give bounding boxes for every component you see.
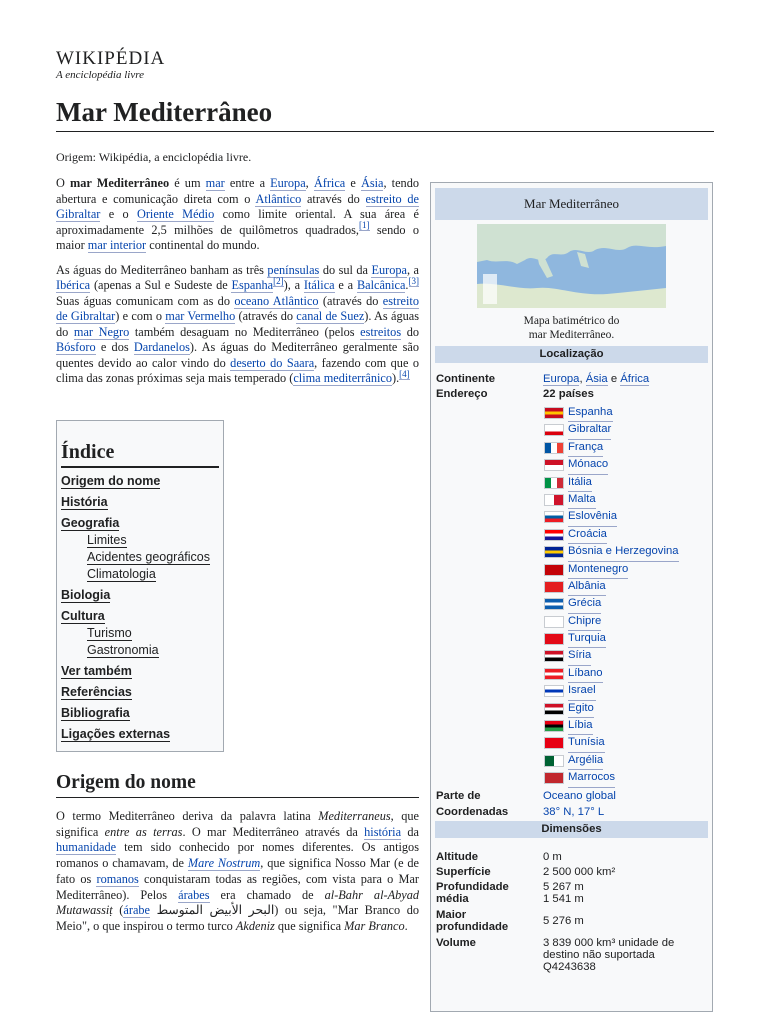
bathymetric-map-image[interactable]: [477, 224, 666, 308]
toc-item[interactable]: [61, 515, 219, 531]
link-deserto-saara[interactable]: deserto do Saara: [230, 355, 315, 370]
country-row: [431, 734, 712, 751]
link-clima-mediterranico[interactable]: clima mediterrânico: [293, 371, 392, 385]
flag-icon: [544, 494, 564, 506]
link-arabes[interactable]: árabes: [178, 887, 210, 902]
endereco-label: Endereço: [436, 388, 488, 400]
link-italica[interactable]: Itálica: [303, 278, 335, 292]
country-row: [431, 717, 712, 734]
country-link[interactable]: Israel: [568, 682, 596, 700]
continente-label: Continente: [436, 373, 495, 385]
continente-row: [431, 372, 712, 386]
link-oceano-global[interactable]: Oceano global: [543, 789, 616, 802]
page-title: Mar Mediterrâneo: [56, 95, 714, 132]
toc-item-label: Biologia: [61, 588, 111, 602]
ref-4[interactable]: [4]: [399, 368, 410, 379]
link-canal-suez[interactable]: canal de Suez: [296, 309, 365, 323]
table-of-contents: [56, 420, 224, 752]
country-row: [431, 595, 712, 612]
section-heading-origem: Origem do nome: [56, 770, 419, 798]
link-estreitos[interactable]: estreitos: [360, 324, 402, 339]
parte-de-row: [431, 789, 712, 803]
flag-icon: [544, 633, 564, 645]
flag-icon: [544, 616, 564, 628]
link-oceano-atlantico[interactable]: oceano Atlântico: [234, 293, 319, 308]
lead-paragraph-1: O mar Mediterrâneo é um mar entre a Europa, África e Ásia, tendo abertura e comunicação direta com o Atlântico através do estreito de Gibraltar e o Oriente Médio como limite oriental. A sua área é aproximadamente 2,5 milhões de quilômetros quadrados,[1] sendo o maior mar interior continental do mundo.: [56, 176, 420, 252]
map-graphic: [477, 224, 666, 308]
toc-heading: Índice: [61, 441, 219, 468]
country-link[interactable]: Tunísia: [568, 734, 605, 752]
country-link[interactable]: Líbia: [568, 717, 593, 735]
country-link[interactable]: Chipre: [568, 613, 601, 631]
flag-icon: [544, 650, 564, 662]
country-row: [431, 578, 712, 595]
italic-term: Mediterraneus: [318, 809, 391, 823]
ref-3[interactable]: [3]: [408, 275, 419, 286]
volume-value: 3 839 000 km³ unidade de destino não suportada Q4243638: [543, 936, 675, 973]
toc-item[interactable]: [61, 705, 219, 721]
link-africa-infobox[interactable]: África: [620, 373, 650, 385]
country-row: [431, 508, 712, 525]
country-row: [431, 752, 712, 769]
toc-item-label: Geografia: [61, 516, 120, 530]
bold-term: mar Mediterrâneo: [70, 176, 170, 190]
link-europa-2[interactable]: Europa: [371, 262, 407, 277]
toc-item[interactable]: [61, 473, 219, 489]
link-romanos[interactable]: romanos: [96, 871, 139, 886]
country-row: [431, 561, 712, 578]
toc-item-label: História: [61, 495, 108, 509]
link-oriente-medio[interactable]: Oriente Médio: [136, 207, 215, 221]
country-row: [431, 665, 712, 682]
wikipedia-logo[interactable]: [56, 49, 165, 81]
link-asia[interactable]: Ásia: [360, 176, 384, 190]
country-link[interactable]: Albânia: [568, 578, 606, 596]
link-mar-negro[interactable]: mar Negro: [73, 324, 130, 339]
country-link[interactable]: Argélia: [568, 752, 603, 770]
country-link[interactable]: Croácia: [568, 526, 607, 544]
flag-icon: [544, 772, 564, 784]
ref-1[interactable]: [1]: [359, 220, 370, 231]
link-humanidade[interactable]: humanidade: [56, 840, 117, 855]
country-link[interactable]: Malta: [568, 491, 596, 509]
country-link[interactable]: Montenegro: [568, 561, 628, 579]
country-row: [431, 474, 712, 491]
flag-icon: [544, 477, 564, 489]
toc-subitem[interactable]: [87, 625, 219, 641]
continente-value: Europa, Ásia e África: [543, 373, 650, 385]
logo-wordmark: WIKIPÉDIA: [56, 48, 166, 69]
lead-paragraph-2: As águas do Mediterrâneo banham as três penínsulas do sul da Europa, a Ibérica (apenas a Sul e Sudeste de Espanha[2]), a Itálica e a Balcânica.[3] Suas águas comunicam com as do oceano Atlântico (através do estreito de Gibraltar) e com o mar Vermelho (através do canal de Suez). As águas do mar Negro também desaguam no Mediterrâneo (pelos estreitos do Bósforo e dos Dardanelos). As águas do Mediterrâneo geralmente são quentes devido ao calor vindo do deserto do Saara, fazendo com que o clima das zonas próximas seja mais temperado (clima mediterrânico).[4]: [56, 262, 420, 385]
profundidade-media-row: [431, 881, 712, 907]
country-row: [431, 682, 712, 699]
link-historia[interactable]: história: [364, 824, 402, 839]
link-arabe[interactable]: árabe: [123, 903, 151, 918]
country-row: [431, 404, 712, 421]
toc-list: [61, 473, 219, 742]
country-link[interactable]: França: [568, 439, 603, 457]
link-mar-vermelho[interactable]: mar Vermelho: [165, 309, 236, 323]
flag-icon: [544, 564, 564, 576]
country-row: [431, 769, 712, 786]
country-row: [431, 439, 712, 456]
flag-icon: [544, 407, 564, 419]
toc-item[interactable]: [61, 726, 219, 742]
infobox: [430, 182, 713, 1012]
parte-de-label: Parte de: [436, 789, 481, 802]
toc-subitem-label: Limites: [87, 533, 127, 547]
link-europa[interactable]: Europa: [270, 176, 306, 190]
link-africa[interactable]: África: [313, 176, 346, 190]
toc-item[interactable]: [61, 684, 219, 700]
map-caption: Mapa batimétrico do mar Mediterrâneo.: [523, 315, 620, 341]
infobox-title: Mar Mediterrâneo: [435, 188, 708, 220]
link-estreito-gibraltar-2[interactable]: estreito de Gibraltar: [56, 293, 419, 323]
country-link[interactable]: Gibraltar: [568, 421, 611, 439]
italic-term: al-Bahr al-Abyad Mutawassiṭ: [56, 887, 419, 918]
country-link[interactable]: Itália: [568, 474, 592, 492]
toc-item-label: Bibliografia: [61, 706, 130, 720]
maior-profundidade-label: Maior profundidade: [436, 908, 509, 933]
toc-subitem-label: Gastronomia: [87, 643, 159, 657]
toc-subitem-label: Turismo: [87, 626, 132, 640]
flag-icon: [544, 424, 564, 436]
superficie-row: [431, 865, 712, 879]
endereco-row: [431, 387, 712, 401]
toc-item[interactable]: [61, 608, 219, 624]
flag-icon: [544, 737, 564, 749]
country-row: [431, 613, 712, 630]
altitude-label: Altitude: [436, 850, 479, 863]
country-link[interactable]: Turquia: [568, 630, 606, 648]
country-link[interactable]: Egito: [568, 700, 594, 718]
dimensoes-header: Dimensões: [435, 821, 708, 838]
flag-icon: [544, 703, 564, 715]
toc-subitem[interactable]: [87, 549, 219, 565]
flag-icon: [544, 720, 564, 732]
country-row: [431, 456, 712, 473]
toc-subitem[interactable]: [87, 642, 219, 658]
toc-item-label: Cultura: [61, 609, 105, 623]
coordenadas-row: [431, 805, 712, 819]
toc-subitem[interactable]: [87, 532, 219, 548]
link-iberica[interactable]: Ibérica: [56, 278, 91, 292]
link-balcanica[interactable]: Balcânica: [356, 278, 406, 292]
link-dardanelos[interactable]: Dardanelos: [133, 340, 190, 354]
country-row: [431, 421, 712, 438]
italic-term: Mar Branco: [344, 918, 405, 933]
country-link[interactable]: Marrocos: [568, 769, 615, 787]
toc-item-label: Ligações externas: [61, 727, 171, 741]
link-europa-infobox[interactable]: Europa: [543, 373, 580, 385]
ref-2[interactable]: [2]: [273, 275, 284, 286]
country-link[interactable]: Bósnia e Herzegovina: [568, 543, 679, 561]
country-row: [431, 700, 712, 717]
localizacao-header: Localização: [435, 346, 708, 363]
link-espanha[interactable]: Espanha: [231, 278, 274, 292]
italic-term: entre as terras: [104, 824, 183, 839]
toc-item-label: Referências: [61, 685, 132, 699]
volume-label: Volume: [436, 936, 476, 949]
profundidade-media-value: 5 267 m 1 541 m: [543, 880, 584, 905]
link-mar-interior[interactable]: mar interior: [87, 238, 147, 252]
altitude-row: [431, 850, 712, 864]
toc-subitem[interactable]: [87, 566, 219, 582]
country-row: [431, 491, 712, 508]
lead-section: [56, 176, 419, 396]
coordenadas-label: Coordenadas: [436, 805, 509, 818]
country-link[interactable]: Grécia: [568, 595, 601, 613]
maior-profundidade-row: [431, 909, 712, 935]
toc-subitem-label: Acidentes geográficos: [87, 550, 210, 564]
toc-item-label: Origem do nome: [61, 474, 161, 488]
country-link[interactable]: Mónaco: [568, 456, 608, 474]
country-row: [431, 630, 712, 647]
link-bosforo[interactable]: Bósforo: [56, 340, 96, 354]
link-estreito-gibraltar[interactable]: estreito de Gibraltar: [56, 191, 420, 221]
toc-item-label: Ver também: [61, 664, 132, 678]
flag-icon: [544, 529, 564, 541]
toc-item[interactable]: [61, 587, 219, 603]
link-atlantico[interactable]: Atlântico: [255, 191, 302, 206]
origin-note: Origem: Wikipédia, a enciclopédia livre.: [56, 150, 252, 164]
section-origem-text: O termo Mediterrâneo deriva da palavra latina Mediterraneus, que significa entre as terras. O mar Mediterrâneo através da história da humanidade tem sido conhecido por nomes diferentes. Os antigos romanos o chamavam, de Mare Nostrum, que significa Nosso Mar (e de fato os romanos conquistaram todas as regiões, com vista para o Mar Mediterrâneo). Pelos árabes era chamado de al-Bahr al-Abyad Mutawassiṭ (árabe البحر الأبيض المتوسط) ou seja, "Mar Branco do Meio", o que inspirou o termo turco Akdeniz que significa Mar Branco.: [56, 809, 419, 933]
flag-icon: [544, 546, 564, 558]
flag-icon: [544, 755, 564, 767]
country-link[interactable]: Síria: [568, 647, 591, 665]
profundidade-media-label: Profundidade média: [436, 880, 509, 905]
toc-item[interactable]: [61, 494, 219, 510]
logo-tagline: A enciclopédia livre: [56, 69, 144, 81]
endereco-value: 22 países: [543, 388, 594, 400]
flag-icon: [544, 442, 564, 454]
flag-icon: [544, 581, 564, 593]
country-row: [431, 647, 712, 664]
flag-icon: [544, 511, 564, 523]
link-coordenadas[interactable]: 38° N, 17° L: [543, 805, 605, 818]
altitude-value: 0 m: [543, 850, 562, 863]
flag-icon: [544, 598, 564, 610]
country-link[interactable]: Espanha: [568, 404, 613, 422]
country-row: [431, 543, 712, 560]
superficie-label: Superfície: [436, 865, 491, 878]
maior-profundidade-value: 5 276 m: [543, 914, 584, 927]
italic-term: Akdeniz: [235, 918, 275, 933]
flag-icon: [544, 668, 564, 680]
toc-subitem-label: Climatologia: [87, 567, 156, 581]
flag-icon: [544, 685, 564, 697]
country-list: [431, 404, 712, 787]
link-asia-infobox[interactable]: Ásia: [585, 373, 608, 385]
flag-icon: [544, 459, 564, 471]
toc-item[interactable]: [61, 663, 219, 679]
link-peninsulas[interactable]: penínsulas: [267, 262, 320, 277]
link-mar[interactable]: mar: [205, 176, 225, 190]
superficie-value: 2 500 000 km²: [543, 865, 616, 878]
link-mare-nostrum[interactable]: Mare Nostrum: [187, 856, 261, 871]
country-link[interactable]: Eslovênia: [568, 508, 617, 526]
country-row: [431, 526, 712, 543]
volume-row: [431, 937, 712, 977]
country-link[interactable]: Líbano: [568, 665, 603, 683]
